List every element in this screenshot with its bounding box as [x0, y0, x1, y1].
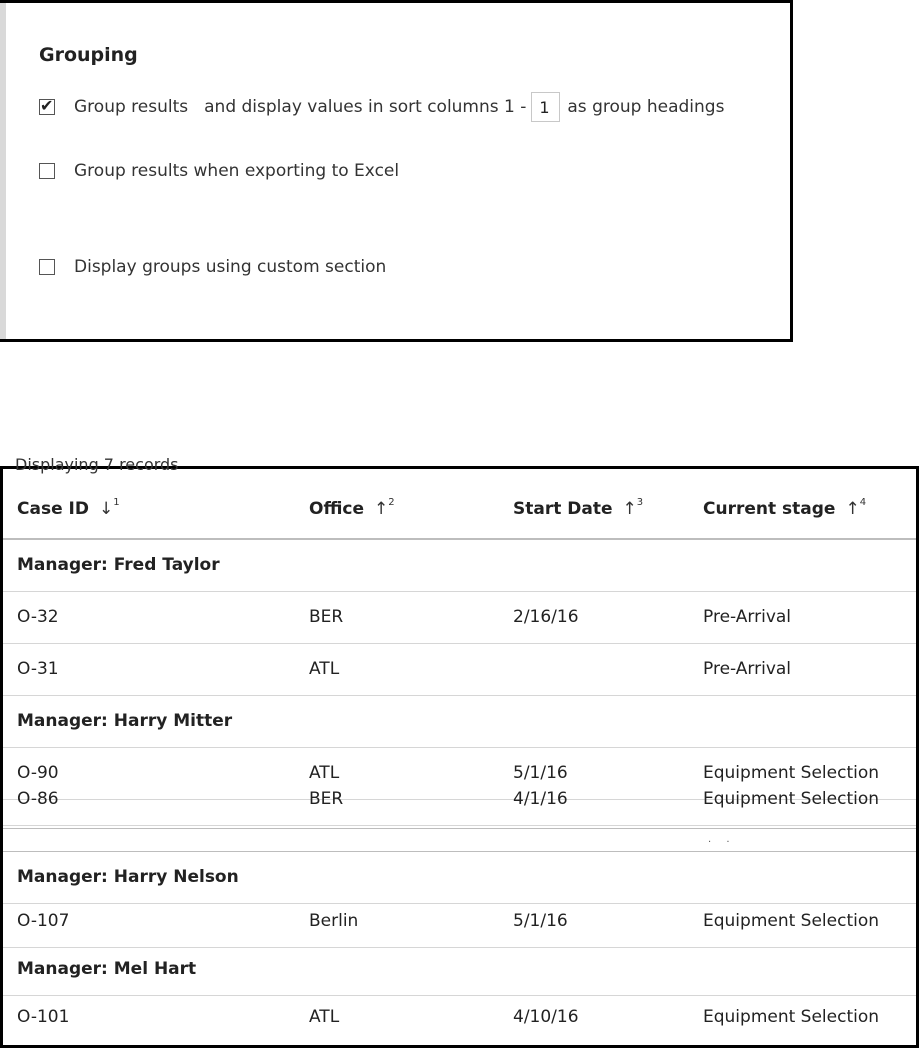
grouping-panel: [0, 0, 793, 342]
column-label: Office: [309, 499, 365, 519]
column-label: Current stage: [703, 499, 836, 519]
sort-columns-text-after: as group headings: [567, 97, 725, 117]
cell-case-id: O-86: [17, 789, 59, 809]
partial-row: [3, 829, 916, 852]
cell-start-date: 4/1/16: [513, 789, 568, 809]
table-row[interactable]: [3, 774, 916, 829]
cell-start-date: 5/1/16: [513, 911, 568, 931]
cell-start-date: 2/16/16: [513, 607, 579, 627]
table-row[interactable]: [3, 644, 916, 696]
cell-current-stage: Equipment Selection: [703, 789, 880, 809]
cell-current-stage: Equipment Selection: [703, 763, 880, 783]
cell-start-date: 5/1/16: [513, 763, 568, 783]
column-label: Case ID: [17, 499, 89, 519]
results-table-panel: [0, 455, 919, 1048]
group-header-row[interactable]: [3, 696, 916, 748]
column-header-case-id[interactable]: [17, 499, 120, 519]
group-results-checkbox[interactable]: [39, 96, 55, 115]
group-label: Manager: Fred Taylor: [17, 555, 220, 575]
group-label: Manager: Mel Hart: [17, 959, 197, 979]
custom-section-option: [39, 257, 386, 277]
cell-case-id: O-31: [17, 659, 59, 679]
column-label: Start Date: [513, 499, 613, 519]
cell-office: Berlin: [309, 911, 359, 931]
cell-case-id: O-101: [17, 1007, 70, 1027]
cell-current-stage: Equipment Selection: [703, 911, 880, 931]
table-header: [3, 489, 916, 540]
group-label: Manager: Harry Nelson: [17, 867, 239, 887]
cell-case-id: O-107: [17, 911, 70, 931]
export-excel-option: [39, 161, 399, 181]
column-header-current-stage[interactable]: [703, 499, 866, 519]
cell-start-date: 4/10/16: [513, 1007, 579, 1027]
cell-current-stage: Pre-Arrival: [703, 607, 792, 627]
column-header-office[interactable]: [309, 499, 395, 519]
export-excel-label: Group results when exporting to Excel: [74, 161, 400, 181]
cell-office: ATL: [309, 763, 340, 783]
sort-down-icon: ↓$^1$: [98, 497, 120, 519]
export-excel-checkbox[interactable]: [39, 163, 55, 179]
cell-current-stage: Pre-Arrival: [703, 659, 792, 679]
cell-office: BER: [309, 607, 344, 627]
table-row[interactable]: [3, 896, 916, 948]
sort-columns-text-before: and display values in sort columns 1 -: [204, 97, 527, 117]
partial-row-dots: · ·: [708, 837, 736, 848]
panel-edge: [0, 3, 6, 339]
cell-office: ATL: [309, 659, 340, 679]
sort-columns-input[interactable]: [531, 92, 560, 122]
table-row[interactable]: [3, 992, 916, 1043]
record-count-text: Displaying 7 records: [15, 455, 179, 474]
group-label: Manager: Harry Mitter: [17, 711, 233, 731]
group-results-option: [39, 92, 724, 122]
table-row[interactable]: [3, 592, 916, 644]
sort-up-icon: ↑$^2$: [374, 497, 395, 519]
custom-section-checkbox[interactable]: [39, 259, 55, 275]
cell-case-id: O-90: [17, 763, 59, 783]
group-header-row[interactable]: [3, 540, 916, 592]
cell-case-id: O-32: [17, 607, 59, 627]
cell-office: BER: [309, 789, 344, 809]
cell-current-stage: Equipment Selection: [703, 1007, 880, 1027]
sort-up-icon: ↑$^4$: [845, 497, 867, 519]
sort-up-icon: ↑$^3$: [622, 497, 644, 519]
checkmark-icon: ✔: [40, 96, 54, 115]
group-results-label: Group results: [74, 97, 189, 117]
group-header-row[interactable]: [3, 944, 916, 996]
cell-office: ATL: [309, 1007, 340, 1027]
column-header-start-date[interactable]: [513, 499, 643, 519]
custom-section-label: Display groups using custom section: [74, 257, 387, 277]
grouping-title: Grouping: [39, 44, 138, 66]
